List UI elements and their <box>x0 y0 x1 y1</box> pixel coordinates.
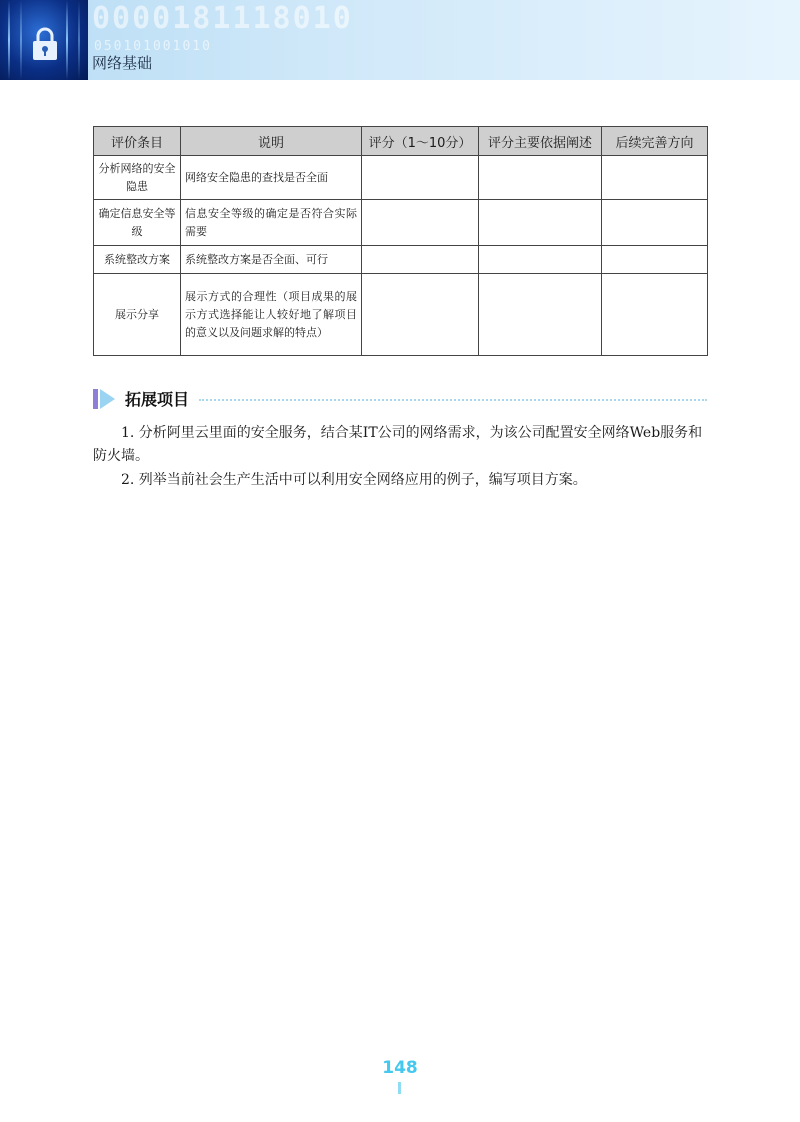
row-desc-cell: 展示方式的合理性（项目成果的展示方式选择能让人较好地了解项目的意义以及问题求解的特点） <box>181 274 362 356</box>
table-row <box>94 156 708 200</box>
row-desc-cell: 信息安全等级的确定是否符合实际需要 <box>181 200 362 246</box>
column-header-desc: 说明 <box>181 127 362 156</box>
row-score-cell <box>362 274 479 356</box>
table-row <box>94 246 708 274</box>
page-header <box>0 0 800 80</box>
row-item-cell: 确定信息安全等级 <box>94 200 181 246</box>
column-header-score: 评分（1～10分） <box>362 127 479 156</box>
header-binary-decoration: 0000181118010 <box>92 1 353 36</box>
row-item-cell: 系统整改方案 <box>94 246 181 274</box>
row-item-cell: 展示分享 <box>94 274 181 356</box>
paragraph-1: 1. 分析阿里云里面的安全服务，结合某IT公司的网络需求，为该公司配置安全网络Web服务和防火墙。 <box>93 425 703 464</box>
row-improve-cell <box>602 274 708 356</box>
row-score-cell <box>362 200 479 246</box>
column-header-improve: 后续完善方向 <box>602 127 708 156</box>
header-title: 网络基础 <box>92 54 153 72</box>
page-number-tick <box>398 1082 401 1094</box>
row-improve-cell <box>602 156 708 200</box>
row-basis-cell <box>479 246 602 274</box>
table-row <box>94 200 708 246</box>
row-desc-cell: 网络安全隐患的查找是否全面 <box>181 156 362 200</box>
table-row <box>94 274 708 356</box>
row-basis-cell <box>479 200 602 246</box>
evaluation-table <box>93 126 708 356</box>
row-basis-cell <box>479 274 602 356</box>
table-header-row <box>94 127 708 156</box>
section-title: 拓展项目 <box>125 390 190 409</box>
row-score-cell <box>362 156 479 200</box>
row-item-cell: 分析网络的安全隐患 <box>94 156 181 200</box>
row-score-cell <box>362 246 479 274</box>
row-basis-cell <box>479 156 602 200</box>
row-improve-cell <box>602 246 708 274</box>
lock-icon <box>30 26 60 62</box>
section-dotted-divider <box>199 399 707 401</box>
header-security-image <box>0 0 88 80</box>
triangle-marker-icon <box>93 388 115 410</box>
section-heading <box>93 386 707 412</box>
column-header-basis: 评分主要依据阐述 <box>479 127 602 156</box>
paragraph-2: 2. 列举当前社会生产生活中可以利用安全网络应用的例子，编写项目方案。 <box>121 472 587 488</box>
column-header-item: 评价条目 <box>94 127 181 156</box>
row-improve-cell <box>602 200 708 246</box>
page-number: 148 <box>382 1058 418 1078</box>
row-desc-cell: 系统整改方案是否全面、可行 <box>181 246 362 274</box>
header-binary-decoration-small: 050101001010 <box>94 39 212 54</box>
